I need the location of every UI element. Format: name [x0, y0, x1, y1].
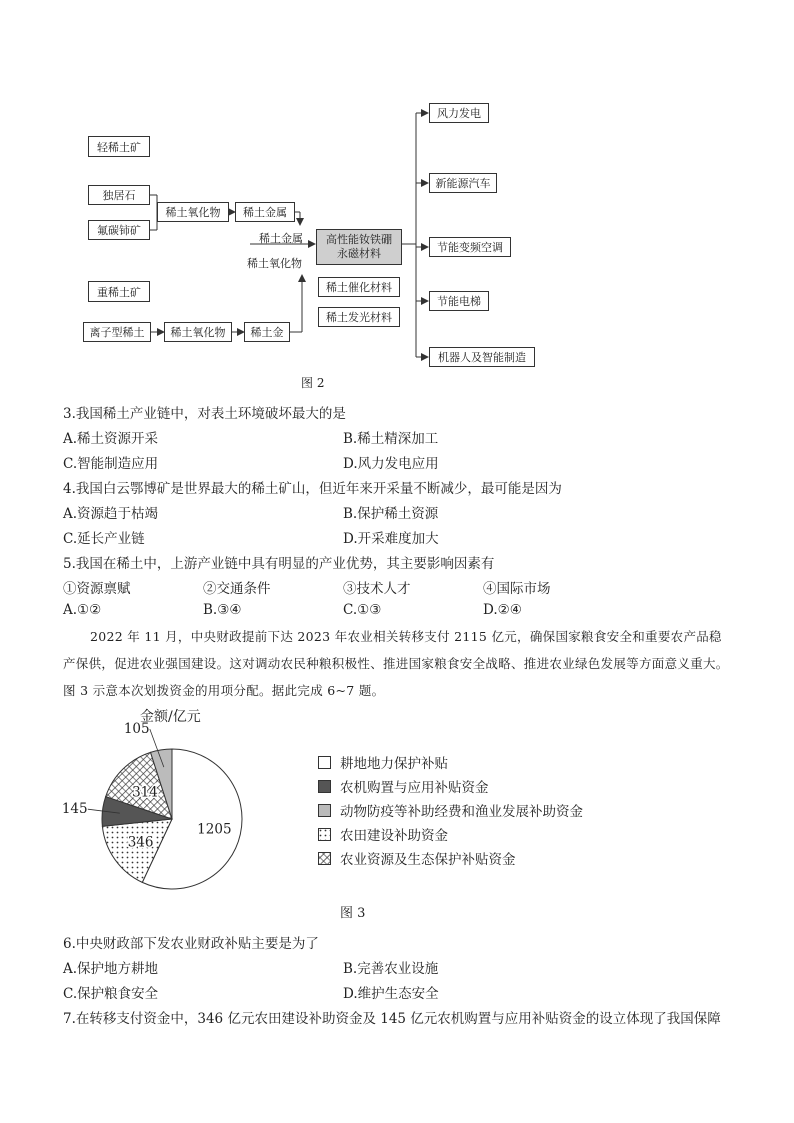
q3-option-d: D.风力发电应用: [343, 456, 439, 472]
chart-title: 金额/亿元: [140, 709, 201, 725]
legend-item-1: [318, 777, 489, 795]
luminescent-material-box: 稀土发光材料: [318, 307, 400, 327]
q4-option-c: C.延长产业链: [63, 531, 145, 547]
ndfeb-line-1: 高性能钕铁硼: [326, 233, 392, 246]
legend-swatch-4: [318, 852, 331, 865]
ac-box: 节能变频空调: [429, 237, 511, 257]
ionic-rare-earth-box: 离子型稀土: [83, 322, 151, 342]
alloy-box: 稀土金: [244, 322, 290, 342]
pie-label-0: 1205: [197, 821, 232, 838]
q3-option-c: C.智能制造应用: [63, 456, 159, 472]
heavy-rare-earth-box: 重稀土矿: [88, 281, 150, 302]
q3-option-a: A.稀土资源开采: [63, 431, 159, 447]
legend-swatch-3: [318, 828, 331, 841]
q5-stem: 5.我国在稀土中，上游产业链中具有明显的产业优势，其主要影响因素有: [63, 556, 495, 572]
legend-label-4: 农业资源及生态保护补贴资金: [340, 852, 516, 868]
wind-power-box: 风力发电: [429, 103, 489, 123]
q5-factor-4: ④国际市场: [483, 581, 551, 597]
oxide-label: 稀土氧化物: [247, 257, 302, 270]
legend-label-2: 动物防疫等补助经费和渔业发展补助资金: [340, 804, 583, 820]
reading-passage: 2022 年 11 月，中央财政提前下达 2023 年农业相关转移支付 2115 亿元，确保国家粮食安全和重要农产品稳产保供，促进农业强国建设。这对调动农民种粮积极性、推进国家粮食安全战略、推进农业绿色发展等方面意义重大。图 3 示意本次划拨资金的用项分配。据此完成 6~7 题。: [63, 629, 729, 698]
oxide-box-2: 稀土氧化物: [164, 322, 232, 342]
q7-stem: 7.在转移支付资金中，346 亿元农田建设补助资金及 145 亿元农机购置与应用补贴资金的设立体现了我国保障: [63, 1011, 721, 1027]
legend-label-1: 农机购置与应用补贴资金: [340, 780, 489, 796]
legend-item-0: [318, 753, 448, 771]
q5-factor-3: ③技术人才: [343, 581, 411, 597]
robot-box: 机器人及智能制造: [429, 347, 535, 367]
pie-label-2: 145: [61, 801, 88, 818]
q6-option-d: D.维护生态安全: [343, 986, 439, 1002]
q5-option-b: B.③④: [203, 602, 242, 618]
legend-swatch-0: [318, 756, 331, 769]
pie-label-4: 105: [123, 721, 150, 738]
legend-label-3: 农田建设补助资金: [340, 828, 448, 844]
ndfeb-line-2: 永磁材料: [337, 247, 381, 260]
ndfeb-magnet-box: [316, 229, 402, 265]
legend-item-4: [318, 849, 516, 867]
metal-box-1: 稀土金属: [235, 202, 295, 222]
q3-stem: 3.我国稀土产业链中，对表土环境破坏最大的是: [63, 406, 346, 422]
q4-option-a: A.资源趋于枯竭: [63, 506, 159, 522]
q5-option-a: A.①②: [63, 602, 102, 618]
q5-factor-1: ①资源禀赋: [63, 581, 131, 597]
q4-stem: 4.我国白云鄂博矿是世界最大的稀土矿山，但近年来开采量不断减少，最可能是因为: [63, 481, 562, 497]
q6-option-a: A.保护地方耕地: [63, 961, 159, 977]
q3-option-b: B.稀土精深加工: [343, 431, 439, 447]
q4-option-d: D.开采难度加大: [343, 531, 439, 547]
pie-label-3: 314: [132, 784, 158, 801]
q6-option-b: B.完善农业设施: [343, 961, 439, 977]
monazite-box: 独居石: [88, 185, 150, 205]
q5-option-d: D.②④: [483, 602, 522, 618]
figure-3-caption: 图 3: [340, 906, 366, 921]
legend-item-2: [318, 801, 583, 819]
bastnaesite-box: 氟碳铈矿: [88, 220, 150, 240]
light-rare-earth-box: 轻稀土矿: [88, 136, 150, 157]
legend-swatch-1: [318, 780, 331, 793]
q5-option-c: C.①③: [343, 602, 382, 618]
elevator-box: 节能电梯: [429, 291, 489, 311]
pie-label-1: 346: [127, 834, 154, 851]
legend-item-3: [318, 825, 448, 843]
pie-svg: [60, 715, 260, 900]
metal-label: 稀土金属: [259, 232, 303, 245]
ev-box: 新能源汽车: [429, 173, 497, 193]
q5-factor-2: ②交通条件: [203, 581, 271, 597]
oxide-box-1: 稀土氧化物: [157, 202, 229, 222]
q6-stem: 6.中央财政部下发农业财政补贴主要是为了: [63, 936, 319, 952]
catalyst-material-box: 稀土催化材料: [318, 277, 400, 297]
legend-swatch-2: [318, 804, 331, 817]
figure-2-caption: 图 2: [301, 376, 325, 390]
q4-option-b: B.保护稀土资源: [343, 506, 439, 522]
legend-label-0: 耕地地力保护补贴: [340, 756, 448, 772]
q6-option-c: C.保护粮食安全: [63, 986, 159, 1002]
